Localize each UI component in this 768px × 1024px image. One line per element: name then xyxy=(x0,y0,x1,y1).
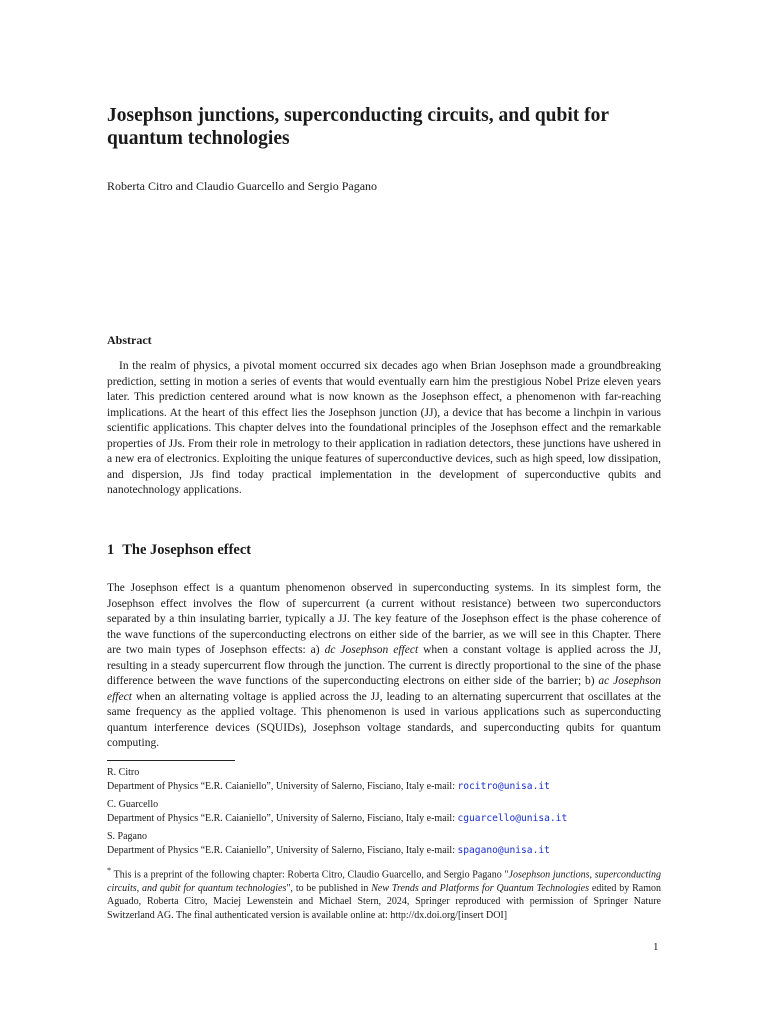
dc-josephson-term: dc Josephson effect xyxy=(324,644,419,656)
footnote-text: ", to be published in xyxy=(286,882,372,894)
page-number: 1 xyxy=(653,941,659,953)
section-number: 1 xyxy=(107,542,115,558)
footnote-text: This is a preprint of the following chapter: Roberta Citro, Claudio Guarcello, and Sergio Pagano " xyxy=(111,869,509,881)
abstract-heading: Abstract xyxy=(107,333,152,347)
footnote-text: edited by Ramon Aguado, Roberta Citro, Maciej Lewenstein and Michael Stern, 2024, Springer reproduced with permission of Springer Nature Switzerland AG. The final authenticated version is available online at: http://dx.doi.org/[insert DOI] xyxy=(107,882,661,921)
affiliation-name: C. Guarcello xyxy=(107,799,159,810)
author-list: Roberta Citro and Claudio Guarcello and Sergio Pagano xyxy=(107,179,378,193)
affiliation-text: Department of Physics “E.R. Caianiello”, University of Salerno, Fisciano, Italy e-mail: xyxy=(107,780,458,792)
paragraph-text: when an alternating voltage is applied across the JJ, leading to an alternating supercurrent that oscillates at the same frequency as the applied voltage. This phenomenon is used in various applications such as superconducting quantum interference devices (SQUIDs), Josephson voltage standards, and superconducting qubits for quantum computing. xyxy=(107,690,661,749)
affiliation-guarcello xyxy=(107,798,661,825)
footnote-rule xyxy=(107,760,235,761)
affiliation-name: S. Pagano xyxy=(107,831,147,842)
paragraph-text: The Josephson effect is a quantum phenomenon observed in superconducting systems. In its simplest form, the Josephson effect involves the flow of supercurrent (a current without resistance) between two superconductors separated by a thin insulating barrier, typically a JJ. The key feature of the Josephson effect is the phase coherence of the wave functions of the superconducting electrons on either side of the barrier, as we will see in this Chapter. There are two main types of Josephson effects: a) xyxy=(107,582,661,656)
affiliation-name: R. Citro xyxy=(107,767,140,778)
email-link[interactable]: spagano@unisa.it xyxy=(457,844,550,856)
affiliation-text: Department of Physics “E.R. Caianiello”, University of Salerno, Fisciano, Italy e-mail: xyxy=(107,812,458,824)
preprint-footnote xyxy=(107,864,661,922)
footnote-marker: * xyxy=(107,866,112,875)
paper-title: Josephson junctions, superconducting circuits, and qubit for quantum technologies xyxy=(107,105,609,149)
abstract-text: In the realm of physics, a pivotal moment occurred six decades ago when Brian Josephson made a groundbreaking prediction, setting in motion a series of events that would eventually earn him the prestigious Nobel Prize eleven years later. This prediction centered around what is now known as the Josephson effect, a phenomenon with far-reaching implications. At the heart of this effect lies the Josephson junction (JJ), a device that has become a linchpin in various scientific applications. This chapter delves into the foundational principles of the Josephson effect and the remarkable properties of JJs. From their role in metrology to their application in radiation detectors, these junctions have ushered in a new era of electronics. Exploiting the unique features of superconductive devices, such as high speed, low dissipation, and dispersion, JJs find today practical implementation in the development of superconductive qubits and nanotechnology applications. xyxy=(107,360,661,496)
section-paragraph xyxy=(107,581,661,752)
affiliation-pagano xyxy=(107,830,661,857)
ac-josephson-term: ac Josephson effect xyxy=(107,675,661,703)
affiliation-citro xyxy=(107,766,661,793)
email-link[interactable]: rocitro@unisa.it xyxy=(457,780,550,792)
affiliation-text: Department of Physics “E.R. Caianiello”, University of Salerno, Fisciano, Italy e-mail: xyxy=(107,844,458,856)
section-title: The Josephson effect xyxy=(122,542,252,558)
section-heading xyxy=(107,542,661,559)
paragraph-text: when a constant voltage is applied across the JJ, resulting in a steady supercurrent flow through the junction. The current is directly proportional to the sine of the phase difference between the wave functions of the superconducting electrons on either side of the barrier; b) xyxy=(107,644,661,687)
email-link[interactable]: cguarcello@unisa.it xyxy=(457,812,568,824)
chapter-title-ref: Josephson junctions, superconducting circuits, and qubit for quantum technologies xyxy=(107,869,662,894)
book-title-ref: New Trends and Platforms for Quantum Technologies xyxy=(371,882,589,894)
